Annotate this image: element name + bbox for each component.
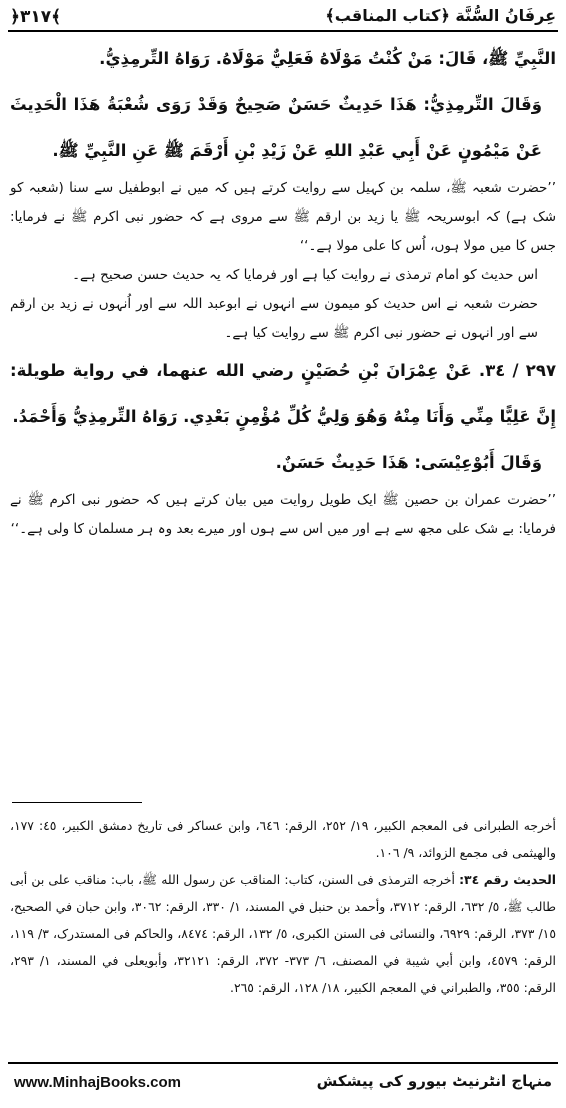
website-link[interactable]: www.MinhajBooks.com [14,1074,181,1091]
footnote-2-text: أخرجه الترمذی فی السنن، کتاب: المناقب عن رسول الله ﷺ، باب: مناقب علی بن أبی طالب ﷺ، ٥/ ٦٣٢، الرقم: ٣٧١٢، وأحمد بن حنبل في المسند، ١/ ٣٣٠، الرقم: ٣٠٦٢، وابن حبان في الصحيح، ١٥/ ٣٧٣، الرقم: ٦٩٢٩، والنسائی فی السنن الکبری، ٥/ ١٣٢، الرقم: ٨٤٧٤، والحاکم فی المستدرک، ٣/ ١١٩، الرقم: ٤٥٧٩، وابن أبي شيبة في المصنف، ٦/ ٣٧٣- ٣٧٢، الرقم: ٣٢١٢١، وأبويعلی في المسند، ١/ ٢٩٣، الرقم: ٣٥٥، والطبراني في المعجم الکبير، ١٨/ ١٢٨، الرقم: ٢٦٥. [10,872,556,995]
urdu-chain-note: حضرت شعبہ نے اس حدیث کو میمون سے انہوں نے ابوعبد اللہ سے اور اُنہوں نے زید بن ارقم سے اور انہوں نے حضور نبی اکرم ﷺ سے روایت کیا ہے۔ [10,296,538,341]
arabic-tirmidhi-grading: وَقَالَ التِّرمِذِيُّ: هَذَا حَدِيثٌ حَسَنٌ صَحِيحٌ وَقَدْ رَوَى شُعْبَةُ هَذَا الْحَدِيثَ عَنْ مَيْمُونٍ عَنْ أَبِي عَبْدِ اللهِ عَنْ زَيْدِ بْنِ أَرْقَمَ ﷺ عَنِ النَّبِيِّ ﷺ. [10,95,542,160]
publisher-note: منہاج انٹرنیٹ بیورو کی پیشکش [316,1072,552,1090]
footnote-separator [12,802,142,803]
urdu-translation-297: ’’حضرت عمران بن حصین ﷺ ایک طویل روایت میں بیان کرتے ہیں کہ حضور نبی اکرم ﷺ نے فرمایا: بے شک علی مجھ سے ہے اور میں اس سے ہوں اور میرے بعد وہ ہر مسلمان کا ولی ہے۔‘‘ [10,492,556,537]
page-header [8,4,558,32]
footnotes [10,812,556,1052]
footnote-2-label: الحديث رقم ٣٤: [459,872,556,887]
footnote-2 [10,866,556,1001]
arabic-abu-isa-grading: وَقَالَ أَبُوْعِيْسَى: هَذَا حَدِيثٌ حَسَنٌ. [275,453,542,472]
book-title: عِرفَانُ السُّنَّة ﴿كتاب المناقب﴾ [325,6,556,25]
urdu-grading-note: اس حدیث کو امام ترمذی نے روایت کیا ہے اور فرمایا کہ یہ حدیث حسن صحیح ہے۔ [72,267,538,283]
urdu-translation-1: ’’حضرت شعبہ ﷺ، سلمہ بن کہیل سے روایت کرتے ہیں کہ میں نے ابوطفیل سے سنا (شعبہ کو شک ہے) کہ ابوسریحہ ﷺ یا زید بن ارقم ﷺ سے مروی ہے کہ حضور نبی اکرم ﷺ نے فرمایا: جس کا میں مولا ہوں، اُس کا علی مولا ہے۔‘‘ [10,180,556,254]
arabic-hadith-297: ٢٩٧ / ٣٤. عَنْ عِمْرَانَ بْنِ حُصَيْنٍ رضي الله عنهما، في رواية طويلة: إِنَّ عَلِيًّا مِنِّي وَأَنَا مِنْهُ وَهُوَ وَلِيُّ كُلِّ مُؤْمِنٍ بَعْدِي. رَوَاهُ التِّرمِذِيُّ وَأَحْمَدُ. [10,361,557,426]
page-footer [8,1062,558,1104]
footnote-1: أخرجه الطبرانی فی المعجم الکبیر، ١٩/ ٢٥٢، الرقم: ٦٤٦، وابن عساکر فی تاريخ دمشق الکبیر، ٤٥: ١٧٧، والهيثمی فی مجمع الزوائد، ٩/ ١٠٦. [10,818,556,860]
page-body [10,36,556,796]
arabic-hadith-end: النَّبِيِّ ﷺ، قَالَ: مَنْ كُنْتُ مَوْلَاهُ فَعَلِيٌّ مَوْلَاهُ. رَوَاهُ التِّرمِذِيُّ. [99,49,556,68]
page-number: ﴿٣١٧﴾ [10,7,62,27]
